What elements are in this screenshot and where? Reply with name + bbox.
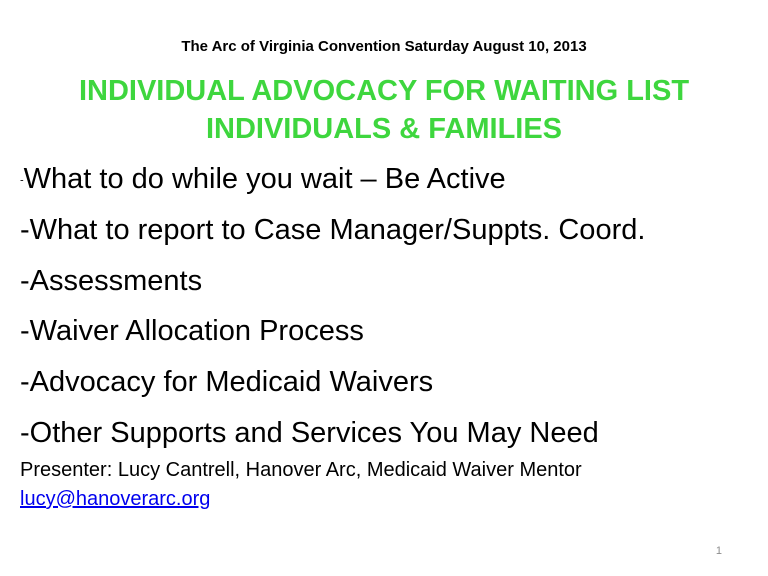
- bullet-item-wait: [20, 162, 506, 197]
- bullet-text: What to do while you wait – Be Active: [23, 163, 506, 195]
- page-number: 1: [715, 545, 722, 557]
- bullet-item-assessments: -Assessments: [20, 265, 203, 297]
- email-link[interactable]: lucy@hanoverarc.org: [20, 488, 211, 510]
- bullet-dash: -: [20, 174, 24, 187]
- slide-title: [0, 72, 768, 148]
- slide-title-line-1: INDIVIDUAL ADVOCACY FOR WAITING LIST: [78, 75, 690, 107]
- bullet-item-advocacy: -Advocacy for Medicaid Waivers: [20, 366, 434, 398]
- slide-header: The Arc of Virginia Convention Saturday August 10, 2013: [181, 38, 587, 55]
- slide-title-line-2: INDIVIDUALS & FAMILIES: [205, 113, 563, 145]
- bullet-item-allocation: -Waiver Allocation Process: [20, 315, 364, 347]
- bullet-item-report: -What to report to Case Manager/Suppts. Coord.: [20, 214, 646, 246]
- presenter-line: Presenter: Lucy Cantrell, Hanover Arc, Medicaid Waiver Mentor: [20, 459, 582, 481]
- bullet-item-other-supports: -Other Supports and Services You May Need: [20, 417, 599, 449]
